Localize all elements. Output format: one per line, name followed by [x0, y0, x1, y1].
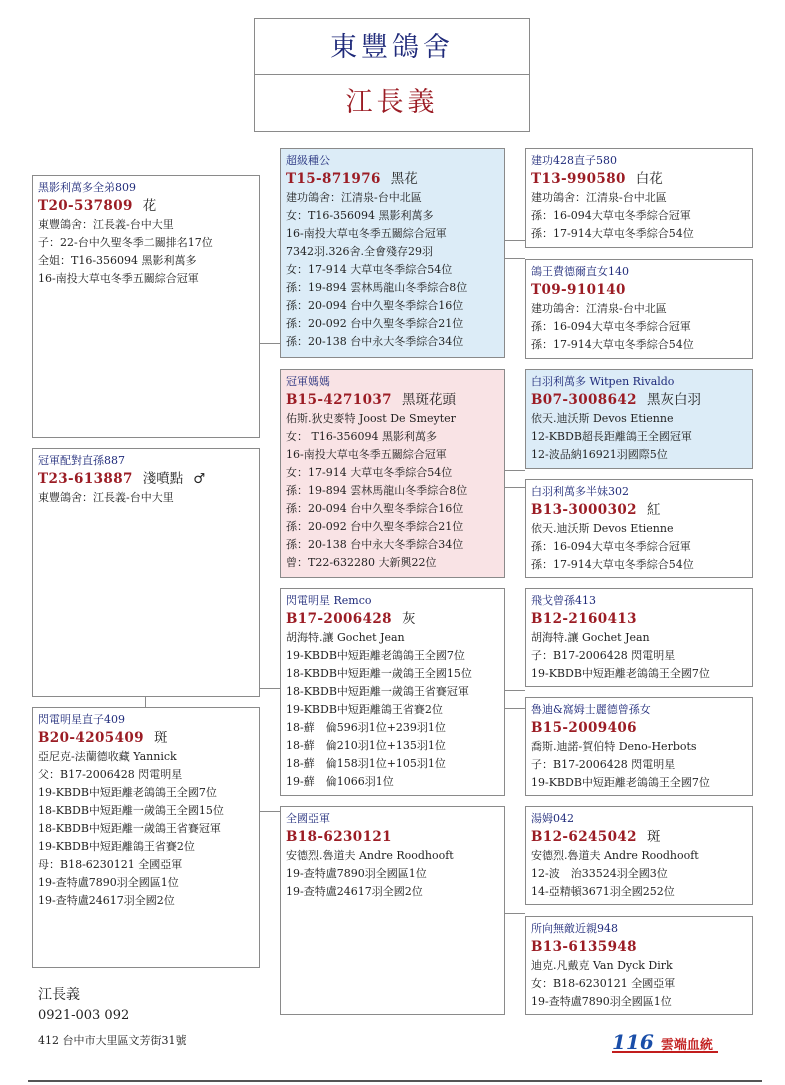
- pigeon-color: 花: [142, 198, 157, 214]
- info-line: 建功鴿舍：江清泉-台中北區: [531, 191, 667, 204]
- footer-phone: 0921-003 092: [38, 1008, 130, 1023]
- info-line: 依天.迪沃斯 Devos Etienne: [531, 412, 674, 425]
- ring-number: B15-2009406: [531, 720, 637, 736]
- pedigree-box-mate-dam-dam-dam: [525, 916, 753, 1015]
- pigeon-name: 冠軍媽媽: [286, 375, 330, 388]
- info-line: 19-查特盧24617羽全國2位: [286, 885, 423, 898]
- info-line: 子：B17-2006428 閃電明星: [531, 758, 676, 771]
- info-line: 東豐鴿舍：江長義-台中大里: [38, 218, 174, 231]
- info-line: 19-KBDB中短距離鴿王省賽2位: [286, 703, 443, 716]
- pigeon-name: 飛戈曾孫413: [531, 594, 596, 607]
- connector-line: [505, 690, 525, 691]
- ring-number: B13-3000302: [531, 502, 637, 518]
- info-line: 全姐：T16-356094 黑影利萬多: [38, 254, 197, 267]
- info-line: 女： T16-356094 黑影利萬多: [286, 430, 438, 443]
- info-line: 18-蘚 倫210羽1位+135羽1位: [286, 739, 446, 752]
- pedigree-box-mate-dam-dam: [280, 806, 505, 1015]
- info-line: 18-KBDB中短距離一歲鴿王省賽冠軍: [286, 685, 469, 698]
- ring-number: B07-3008642: [531, 392, 637, 408]
- connector-line: [505, 240, 525, 241]
- info-line: 亞尼克-法蘭德收藏 Yannick: [38, 750, 177, 763]
- connector-line: [505, 913, 525, 914]
- pigeon-color: 黑花: [390, 171, 418, 187]
- pigeon-color: 淺噴點: [142, 471, 184, 487]
- info-line: 19-KBDB中短距離老鴿鴿王全國7位: [531, 776, 710, 789]
- ring-number: B20-4205409: [38, 730, 144, 746]
- header-owner-name: 江長義: [254, 74, 530, 132]
- info-line: 19-蘚 倫1066羽1位: [286, 775, 394, 788]
- ring-number: T23-613887: [38, 471, 133, 487]
- pigeon-name: 冠軍配對直孫887: [38, 454, 125, 467]
- info-line: 建功鴿舍：江清泉-台中北區: [531, 302, 667, 315]
- info-line: 孫：17-914大草屯冬季綜合54位: [531, 558, 694, 571]
- ring-number: T13-990580: [531, 171, 626, 187]
- pedigree-box-dam-sire: [525, 369, 753, 469]
- info-line: 12-波 治33524羽全國3位: [531, 867, 668, 880]
- info-line: 7342羽.326舍.全會殘存29羽: [286, 245, 433, 258]
- info-line: 孫：20-094 台中久聖冬季綜合16位: [286, 502, 464, 515]
- info-line: 建功鴿舍：江清泉-台中北區: [286, 191, 422, 204]
- info-line: 迪克.凡戴克 Van Dyck Dirk: [531, 959, 673, 972]
- pigeon-name: 湯姆042: [531, 812, 574, 825]
- pedigree-box-mate-sire-dam: [525, 697, 753, 796]
- info-line: 父：B17-2006428 閃電明星: [38, 768, 183, 781]
- info-line: 18-蘚 倫158羽1位+105羽1位: [286, 757, 446, 770]
- pigeon-color: 白花: [635, 171, 663, 187]
- pigeon-name: 全國亞軍: [286, 812, 330, 825]
- pigeon-color: 斑: [646, 829, 661, 845]
- ring-number: B15-4271037: [286, 392, 392, 408]
- info-line: 孫：19-894 雲林馬龍山冬季綜合8位: [286, 281, 468, 294]
- connector-line: [505, 470, 525, 471]
- pigeon-name: 白羽利萬多半妹302: [531, 485, 629, 498]
- footer-address: 412 台中市大里區文芳街31號: [38, 1034, 187, 1047]
- info-line: 19-查特盧7890羽全國區1位: [286, 867, 427, 880]
- info-line: 19-KBDB中短距離老鴿鴿王全國7位: [38, 786, 217, 799]
- pedigree-box-subject: [32, 175, 260, 438]
- connector-line: [145, 697, 146, 707]
- info-line: 18-KBDB中短距離一歲鴿王省賽冠軍: [38, 822, 221, 835]
- pedigree-box-sire-dam: [525, 259, 753, 359]
- pedigree-box-mate-dam-dam-sire: [525, 806, 753, 905]
- info-line: 孫：17-914大草屯冬季綜合54位: [531, 227, 694, 240]
- pigeon-name: 閃電明星直子409: [38, 713, 125, 726]
- pigeon-name: 黑影利萬多全弟809: [38, 181, 136, 194]
- pigeon-name: 超級種公: [286, 154, 330, 167]
- info-line: 佑斯.狄史麥特 Joost De Smeyter: [286, 412, 456, 425]
- info-line: 女：B18-6230121 全國亞軍: [531, 977, 676, 990]
- pedigree-box-dam: [280, 369, 505, 578]
- connector-line: [260, 688, 280, 689]
- pedigree-box-sire: [280, 148, 505, 358]
- info-line: 孫：20-092 台中久聖冬季綜合21位: [286, 317, 464, 330]
- pigeon-name: 建功428直子580: [531, 154, 617, 167]
- info-line: 孫：19-894 雲林馬龍山冬季綜合8位: [286, 484, 468, 497]
- bottom-rule: [28, 1080, 762, 1082]
- info-line: 子：22-台中久聖冬季二關排名17位: [38, 236, 213, 249]
- logo-text: 雲端血統: [660, 1038, 713, 1053]
- info-line: 14-亞精頓3671羽全國252位: [531, 885, 675, 898]
- info-line: 19-查特盧7890羽全國區1位: [531, 995, 672, 1008]
- pigeon-name: 鴿王費德爾直女140: [531, 265, 629, 278]
- info-line: 胡海特.讓 Gochet Jean: [286, 631, 405, 644]
- info-line: 孫：17-914大草屯冬季綜合54位: [531, 338, 694, 351]
- info-line: 孫：20-094 台中久聖冬季綜合16位: [286, 299, 464, 312]
- info-line: 孫：16-094大草屯冬季綜合冠軍: [531, 540, 691, 553]
- info-line: 曾：T22-632280 大新興22位: [286, 556, 437, 569]
- pedigree-box-mate-sire-sire: [525, 588, 753, 687]
- ring-number: B12-6245042: [531, 829, 637, 845]
- pigeon-name: 閃電明星 Remco: [286, 594, 372, 607]
- info-line: 19-查特盧24617羽全國2位: [38, 894, 175, 907]
- ring-number: T20-537809: [38, 198, 133, 214]
- connector-line: [505, 487, 525, 488]
- pedigree-box-dam-dam: [525, 479, 753, 578]
- info-line: 18-KBDB中短距離一歲鴿王全國15位: [38, 804, 224, 817]
- info-line: 19-KBDB中短距離鴿王省賽2位: [38, 840, 195, 853]
- info-line: 16-南投大草屯冬季五關綜合冠軍: [38, 272, 199, 285]
- info-line: 依天.迪沃斯 Devos Etienne: [531, 522, 674, 535]
- info-line: 胡海特.讓 Gochet Jean: [531, 631, 650, 644]
- info-line: 女：17-914 大草屯冬季綜合54位: [286, 466, 453, 479]
- pedigree-box-mate: [32, 448, 260, 697]
- ring-number: B12-2160413: [531, 611, 637, 627]
- info-line: 18-蘚 倫596羽1位+239羽1位: [286, 721, 446, 734]
- info-line: 16-南投大草屯冬季五關綜合冠軍: [286, 448, 447, 461]
- info-line: 19-查特盧7890羽全國區1位: [38, 876, 179, 889]
- footer-owner-name: 江長義: [38, 987, 80, 1003]
- male-sex-icon: ♂: [193, 471, 206, 487]
- connector-line: [505, 708, 525, 709]
- info-line: 喬斯.迪諾-賀伯特 Deno-Herbots: [531, 740, 697, 753]
- pigeon-color: 斑: [153, 730, 168, 746]
- info-line: 孫：16-094大草屯冬季綜合冠軍: [531, 320, 691, 333]
- pigeon-color: 紅: [646, 502, 661, 518]
- info-line: 東豐鴿舍：江長義-台中大里: [38, 491, 174, 504]
- pigeon-color: 黑灰白羽: [646, 392, 701, 408]
- info-line: 孫：20-092 台中久聖冬季綜合21位: [286, 520, 464, 533]
- info-line: 女：T16-356094 黑影利萬多: [286, 209, 434, 222]
- header-loft-title: 東豐鴿舍: [254, 18, 530, 75]
- ring-number: T15-871976: [286, 171, 381, 187]
- ring-number: B13-6135948: [531, 939, 637, 955]
- info-line: 孫：20-138 台中永大冬季綜合34位: [286, 335, 464, 348]
- info-line: 16-南投大草屯冬季五關綜合冠軍: [286, 227, 447, 240]
- info-line: 12-波品納16921羽國際5位: [531, 448, 668, 461]
- info-line: 安德烈.魯道夫 Andre Roodhooft: [286, 849, 454, 862]
- pigeon-name: 白羽利萬多 Witpen Rivaldo: [531, 375, 675, 388]
- ring-number: B17-2006428: [286, 611, 392, 627]
- ring-number: B18-6230121: [286, 829, 392, 845]
- info-line: 子：B17-2006428 閃電明星: [531, 649, 676, 662]
- pedigree-box-mate-sire: [280, 588, 505, 796]
- brand-logo: [612, 1030, 718, 1053]
- connector-line: [260, 343, 280, 344]
- info-line: 19-KBDB中短距離老鴿鴿王全國7位: [286, 649, 465, 662]
- info-line: 安德烈.魯道夫 Andre Roodhooft: [531, 849, 699, 862]
- pigeon-color: 灰: [401, 611, 416, 627]
- pigeon-name: 所向無敵近親948: [531, 922, 618, 935]
- pigeon-color: 黑斑花頭: [401, 392, 456, 408]
- ring-number: T09-910140: [531, 282, 626, 298]
- pedigree-box-sire-sire: [525, 148, 753, 248]
- info-line: 孫：20-138 台中永大冬季綜合34位: [286, 538, 464, 551]
- connector-line: [260, 811, 280, 812]
- pedigree-box-mate-dam: [32, 707, 260, 968]
- info-line: 19-KBDB中短距離老鴿鴿王全國7位: [531, 667, 710, 680]
- connector-line: [505, 258, 525, 259]
- info-line: 女：17-914 大草屯冬季綜合54位: [286, 263, 453, 276]
- info-line: 12-KBDB超長距離鴿王全國冠軍: [531, 430, 692, 443]
- info-line: 18-KBDB中短距離一歲鴿王全國15位: [286, 667, 472, 680]
- info-line: 母：B18-6230121 全國亞軍: [38, 858, 183, 871]
- info-line: 孫：16-094大草屯冬季綜合冠軍: [531, 209, 691, 222]
- logo-number: 116: [612, 1030, 654, 1054]
- pigeon-name: 魯迪&窩姆士麗德曾孫女: [531, 703, 651, 716]
